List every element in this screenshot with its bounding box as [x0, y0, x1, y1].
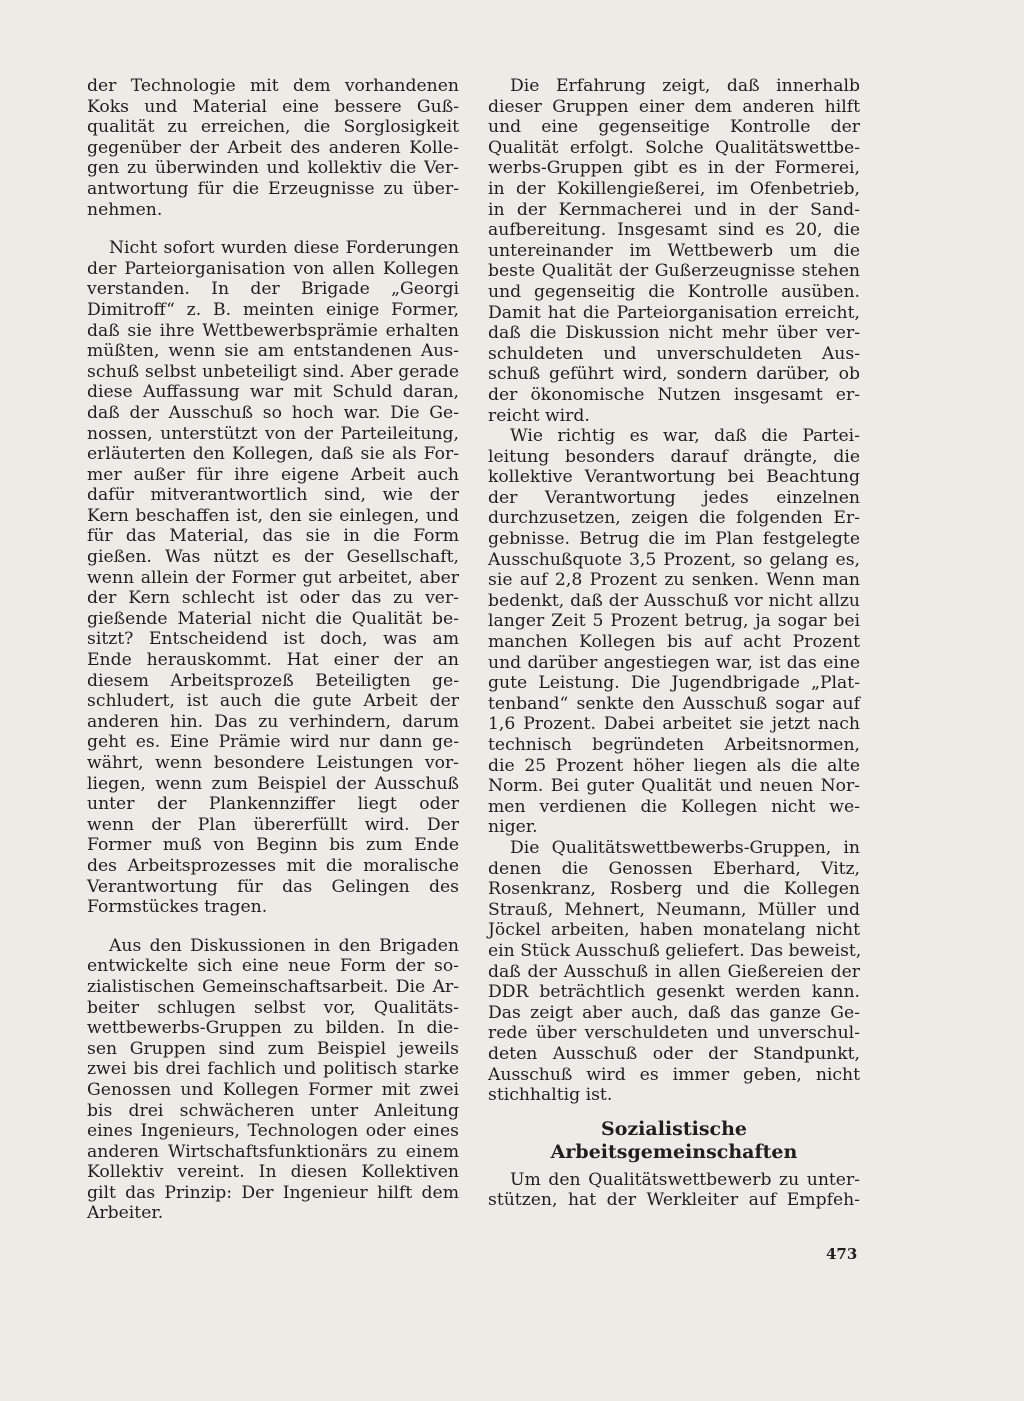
paragraph [488, 76, 860, 426]
text-line: Kollektiv vereint. In diesen Kollektiven [87, 1162, 459, 1183]
text-line: gießen. Was nützt es der Gesellschaft, [87, 547, 459, 568]
text-line: der ökonomische Nutzen insgesamt er- [488, 384, 860, 405]
text-line: ein Stück Ausschuß geliefert. Das beweist, [488, 940, 862, 961]
text-line: gen zu überwinden und kollektiv die Ver- [87, 158, 459, 179]
text-line: Koks und Material eine bessere Guß- [87, 96, 459, 117]
paragraph [87, 76, 459, 220]
text-line: tenband“ senkte den Ausschuß sogar auf [488, 693, 860, 714]
text-line: men verdienen die Kollegen nicht we- [488, 796, 860, 817]
paragraph [488, 838, 860, 1106]
text-line: antwortung für die Erzeugnisse zu über- [87, 178, 459, 199]
text-line: nossen, unterstützt von der Parteileitung, [87, 423, 459, 444]
text-line: daß sie ihre Wettbewerbsprämie erhalten [87, 320, 459, 341]
text-line: zialistischen Gemeinschaftsarbeit. Die Ar- [87, 976, 459, 997]
text-line: Nicht sofort wurden diese Forderungen [109, 238, 459, 259]
text-line: Damit hat die Parteiorganisation erreicht, [488, 302, 860, 323]
text-line: rede über verschuldeten und unverschul- [488, 1023, 860, 1044]
text-line: in der Kernmacherei und in der Sand- [488, 199, 860, 220]
text-line: Dimitroff“ z. B. meinten einige Former, [87, 299, 459, 320]
text-line: diesem Arbeitsprozeß Beteiligten ge- [87, 670, 459, 691]
text-line: in der Kokillengießerei, im Ofenbetrieb, [488, 178, 860, 199]
text-line: Kern beschaffen ist, den sie einlegen, und [87, 505, 459, 526]
text-line: und gegenseitig die Kontrolle ausüben. [488, 281, 860, 302]
text-line: Norm. Bei guter Qualität und neuen Nor- [488, 776, 860, 797]
text-line: Verantwortung für das Gelingen des [87, 876, 459, 897]
text-line: leitung besonders darauf drängte, die [488, 446, 860, 467]
heading-line: Arbeitsgemeinschaften [550, 1140, 798, 1163]
text-line: entwickelte sich eine neue Form der so- [87, 956, 459, 977]
text-line: der Verantwortung jedes einzelnen [488, 487, 860, 508]
text-line: wenn allein der Former gut arbeitet, aber [87, 567, 459, 588]
text-line: deten Ausschuß oder der Standpunkt, [488, 1043, 860, 1064]
page-number: 473 [826, 1245, 858, 1263]
text-line: stützen, hat der Werkleiter auf Empfeh- [488, 1190, 860, 1211]
text-line: Former muß von Beginn bis zum Ende [87, 835, 459, 856]
text-line: qualität zu erreichen, die Sorglosigkeit [87, 117, 459, 138]
text-line: eines Ingenieurs, Technologen oder eines [87, 1121, 459, 1142]
paragraph [488, 1170, 860, 1211]
text-line: bedenkt, daß der Ausschuß vor nicht allzu [488, 590, 860, 611]
text-line: Wie richtig es war, daß die Partei- [510, 426, 860, 447]
section-heading [488, 1118, 860, 1164]
text-line: wenn der Plan übererfüllt wird. Der [87, 814, 459, 835]
text-line: Jöckel arbeiten, haben monatelang nicht [488, 920, 860, 941]
text-line: verstanden. In der Brigade „Georgi [87, 279, 459, 300]
heading-line: Sozialistische [600, 1117, 747, 1140]
text-line: bis drei schwächeren unter Anleitung [87, 1100, 459, 1121]
right-column [488, 76, 860, 1211]
text-line: währt, wenn besondere Leistungen vor- [87, 753, 459, 773]
text-line: Ausschußquote 3,5 Prozent, so gelang es, [488, 549, 860, 570]
text-line: denen die Genossen Eberhard, Vitz, [488, 858, 860, 879]
text-line: Arbeiter. [87, 1203, 164, 1224]
text-line: langer Zeit 5 Prozent betrug, ja sogar bei [488, 611, 860, 632]
text-line: unter der Plankennziffer liegt oder [87, 794, 459, 815]
text-line: stichhaltig ist. [488, 1085, 613, 1106]
left-column [87, 76, 459, 1224]
text-line: Die Qualitätswettbewerbs-Gruppen, in [510, 837, 860, 858]
text-line: der Parteiorganisation von allen Kollegen [87, 258, 459, 279]
paragraph [87, 238, 459, 918]
text-line: geht es. Eine Prämie wird nur dann ge- [87, 732, 459, 753]
text-line: gebnisse. Betrug die im Plan festgelegte [488, 529, 860, 550]
text-line: reicht wird. [488, 405, 590, 426]
text-line: daß der Ausschuß so hoch war. Die Ge- [87, 402, 459, 423]
text-line: Ende herauskommt. Hat einer der an [87, 650, 459, 671]
text-line: liegen, wenn zum Beispiel der Ausschuß [87, 773, 459, 794]
text-line: manchen Kollegen bis auf acht Prozent [488, 632, 860, 653]
text-line: schuldeten und unverschuldeten Aus- [488, 343, 860, 364]
text-line: Ausschuß wird es immer geben, nicht [488, 1064, 860, 1085]
text-line: werbs-Gruppen gibt es in der Formerei, [488, 158, 860, 179]
text-line: dieser Gruppen einer dem anderen hilft [488, 96, 860, 117]
text-line: der Kern schlecht ist oder das zu ver- [87, 588, 459, 609]
text-line: dafür mitverantwortlich sind, wie der [87, 485, 459, 506]
text-line: anderen Wirtschaftsfunktionärs zu einem [87, 1141, 459, 1162]
text-line: anderen hin. Das zu verhindern, darum [87, 711, 459, 732]
text-line: die 25 Prozent höher liegen als die alte [488, 755, 860, 776]
text-line: gilt das Prinzip: Der Ingenieur hilft dem [87, 1182, 459, 1203]
text-line: durchzusetzen, zeigen die folgenden Er- [488, 508, 860, 529]
text-line: schuß geführt wird, sondern darüber, ob [488, 364, 860, 385]
text-line: Qualität erfolgt. Solche Qualitätswettbe- [488, 137, 860, 158]
text-line: schuß selbst unbeteiligt sind. Aber gerade [87, 361, 459, 382]
text-line: mer außer für ihre eigene Arbeit auch [87, 464, 459, 485]
text-line: niger. [488, 817, 538, 838]
text-line: gute Leistung. Die Jugendbrigade „Plat- [488, 673, 860, 694]
text-line: diese Auffassung war mit Schuld daran, [87, 382, 459, 403]
text-line: kollektive Verantwortung bei Beachtung [488, 467, 860, 488]
text-line: und darüber angestiegen war, ist das eine [488, 652, 860, 673]
text-line: sen Gruppen sind zum Beispiel jeweils [87, 1038, 459, 1059]
text-line: technisch begründeten Arbeitsnormen, [488, 735, 860, 755]
text-line: DDR beträchtlich gesenkt werden kann. [488, 982, 860, 1003]
text-line: schludert, ist auch die gute Arbeit der [87, 691, 459, 712]
text-line: zwei bis drei fachlich und politisch starke [87, 1059, 459, 1080]
text-line: des Arbeitsprozesses mit die moralische [87, 855, 459, 876]
paragraph [87, 936, 459, 1224]
text-line: der Technologie mit dem vorhandenen [87, 76, 459, 96]
text-line: und eine gegenseitige Kontrolle der [488, 117, 860, 138]
text-line: daß der Ausschuß in allen Gießereien der [488, 961, 860, 982]
text-line: untereinander im Wettbewerb um die [488, 240, 860, 261]
text-line: Aus den Diskussionen in den Brigaden [109, 935, 459, 956]
text-line: müßten, wenn sie am entstandenen Aus- [87, 341, 459, 362]
text-line: Strauß, Mehnert, Neumann, Müller und [488, 899, 860, 920]
text-line: aufbereitung. Insgesamt sind es 20, die [488, 220, 860, 241]
text-line: für das Material, das sie in die Form [87, 526, 459, 547]
text-line: Das zeigt aber auch, daß das ganze Ge- [488, 1002, 860, 1023]
text-line: Rosenkranz, Rosberg und die Kollegen [488, 879, 860, 900]
text-line: nehmen. [87, 199, 163, 220]
text-line: gießende Material nicht die Qualität be- [87, 608, 459, 629]
text-line: wettbewerbs-Gruppen zu bilden. In die- [87, 1018, 459, 1039]
text-line: Genossen und Kollegen Former mit zwei [87, 1079, 459, 1100]
text-line: beste Qualität der Gußerzeugnisse stehen [488, 261, 860, 282]
text-line: gegenüber der Arbeit des anderen Kolle- [87, 137, 459, 158]
text-line: daß die Diskussion nicht mehr über ver- [488, 323, 860, 344]
text-line: Die Erfahrung zeigt, daß innerhalb [510, 76, 860, 96]
text-line: beiter schlugen selbst vor, Qualitäts- [87, 997, 459, 1018]
text-line: erläuterten den Kollegen, daß sie als For- [87, 444, 459, 465]
text-line: Um den Qualitätswettbewerb zu unter- [510, 1169, 860, 1190]
text-line: Formstückes tragen. [87, 897, 268, 918]
text-line: sie auf 2,8 Prozent zu senken. Wenn man [488, 570, 860, 591]
paragraph [488, 426, 860, 838]
text-line: sitzt? Entscheidend ist doch, was am [87, 629, 459, 650]
text-line: 1,6 Prozent. Dabei arbeitet sie jetzt nach [488, 714, 860, 735]
